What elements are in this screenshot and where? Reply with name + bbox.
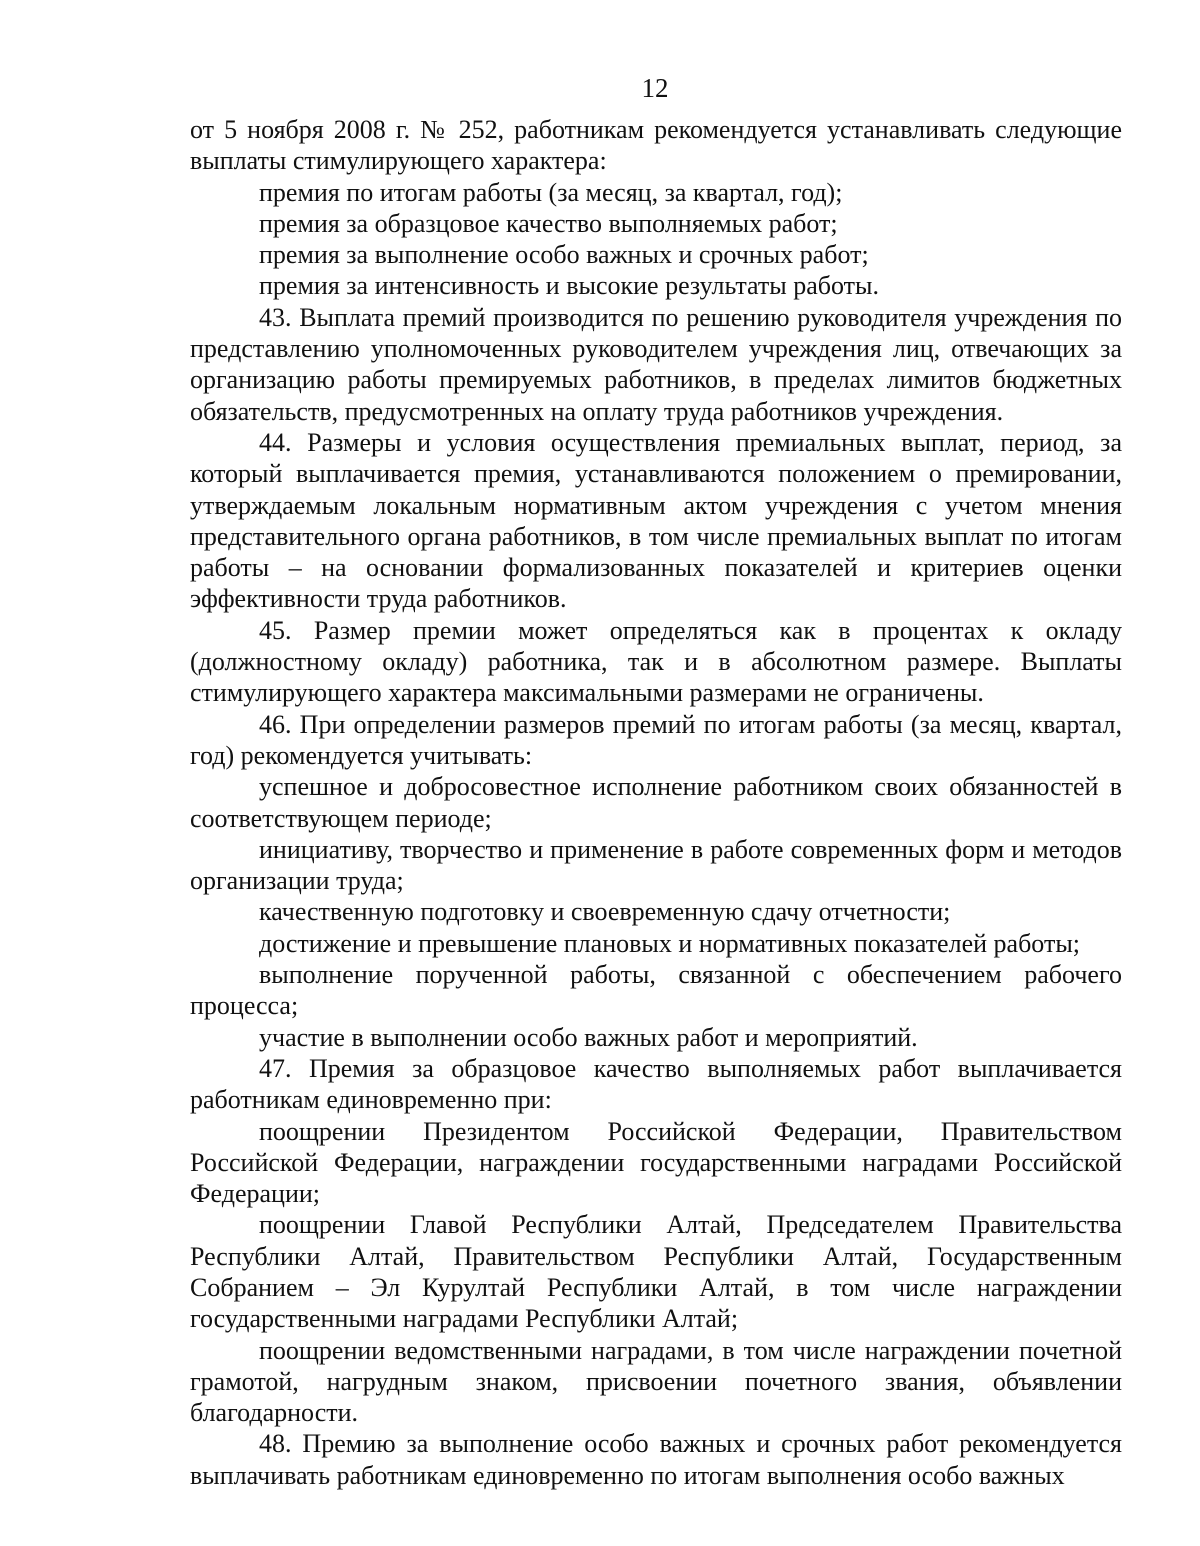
paragraph: поощрении ведомственными наградами, в том числе награждении почетной грамотой, нагрудным знаком, присвоении почетного звания, объявлении благодарности. [190, 1335, 1122, 1428]
paragraph: участие в выполнении особо важных работ и мероприятий. [259, 1022, 918, 1052]
paragraph: 43. Выплата премий производится по решению руководителя учреждения по представлению уполномоченных руководителем учреждения лиц, отвечающих за организацию работы премируемых работников, в пределах лимитов бюджетных обязательств, предусмотренных на оплату труда работников учреждения. [190, 302, 1122, 426]
paragraph: инициативу, творчество и применение в работе современных форм и методов организации труда; [190, 834, 1122, 896]
page-number: 12 [641, 73, 669, 103]
paragraph: достижение и превышение плановых и нормативных показателей работы; [259, 928, 1081, 958]
paragraph: премия по итогам работы (за месяц, за квартал, год); [259, 177, 843, 207]
paragraph: 46. При определении размеров премий по итогам работы (за месяц, квартал, год) рекомендуется учитывать: [190, 709, 1122, 770]
paragraph: премия за интенсивность и высокие результаты работы. [259, 271, 879, 301]
paragraph: 48. Премию за выполнение особо важных и срочных работ рекомендуется выплачивать работникам единовременно по итогам выполнения особо важных [190, 1429, 1122, 1490]
paragraph: качественную подготовку и своевременную сдачу отчетности; [259, 897, 951, 927]
paragraph: 47. Премия за образцовое качество выполняемых работ выплачивается работникам единовременно при: [190, 1053, 1122, 1115]
paragraph: выполнение порученной работы, связанной с обеспечением рабочего процесса; [190, 960, 1122, 1021]
document-body [190, 114, 1122, 1491]
paragraph: от 5 ноября 2008 г. № 252, работникам рекомендуется устанавливать следующие выплаты стимулирующего характера: [190, 115, 1122, 176]
paragraph: премия за выполнение особо важных и срочных работ; [259, 240, 869, 270]
paragraph: поощрении Президентом Российской Федерации, Правительством Российской Федерации, награждении государственными наградами Российской Федерации; [190, 1116, 1122, 1209]
paragraph: 44. Размеры и условия осуществления премиальных выплат, период, за который выплачивается премия, устанавливаются положением о премировании, утверждаемым локальным нормативным актом учреждения с учетом мнения представительного органа работников, в том числе премиальных выплат по итогам работы – на основании формализованных показателей и критериев оценки эффективности труда работников. [190, 427, 1122, 614]
paragraph: успешное и добросовестное исполнение работником своих обязанностей в соответствующем периоде; [190, 772, 1122, 833]
paragraph: поощрении Главой Республики Алтай, Председателем Правительства Республики Алтай, Правительством Республики Алтай, Государственным Собранием – Эл Курултай Республики Алтай, в том числе награждении государственными наградами Республики Алтай; [190, 1210, 1122, 1334]
paragraph: 45. Размер премии может определяться как в процентах к окладу (должностному окладу) работника, так и в абсолютном размере. Выплаты стимулирующего характера максимальными размерами не ограничены. [190, 615, 1122, 708]
paragraph: премия за образцовое качество выполняемых работ; [259, 208, 838, 238]
